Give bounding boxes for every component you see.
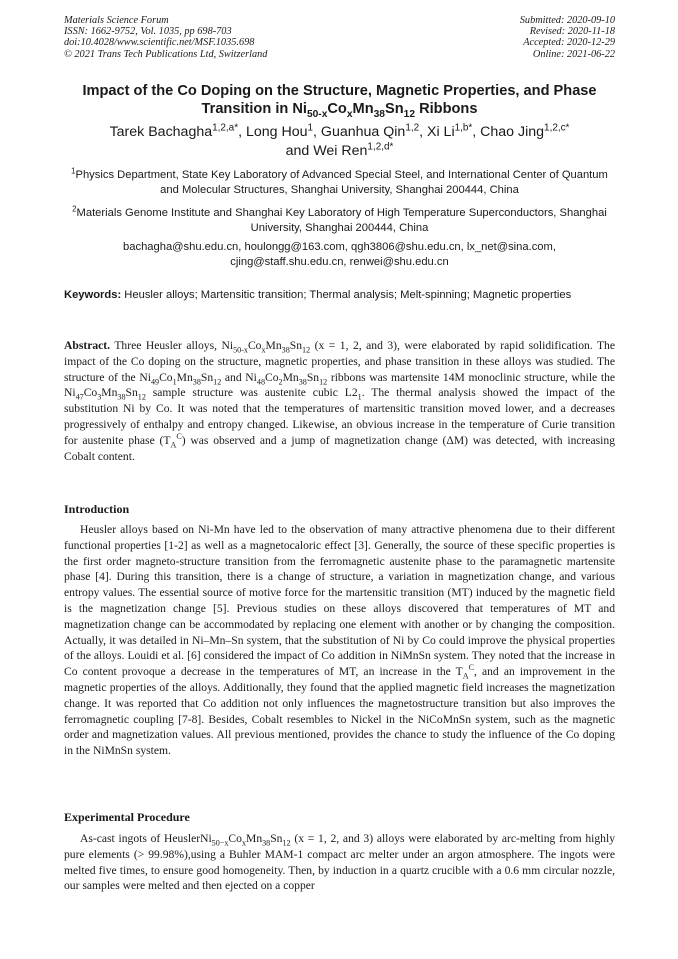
journal-issn: ISSN: 1662-9752, Vol. 1035, pp 698-703 xyxy=(64,26,232,38)
author-name: Chao Jing xyxy=(480,124,545,140)
keywords: Keywords: Heusler alloys; Martensitic transition; Thermal analysis; Melt-spinning; Magnetic properties xyxy=(64,289,572,301)
author-name: Wei Ren xyxy=(313,143,368,159)
date-submitted: Submitted: 2020-09-10 xyxy=(519,15,615,26)
date-revised: Revised: 2020-11-18 xyxy=(529,26,615,38)
submission-dates xyxy=(520,15,615,60)
author-name: Long Hou xyxy=(245,124,308,140)
author-list: Tarek Bachagha$^{1,2,a*}$, Long Hou$^1$, Guanhua Qin$^{1,2}$, Xi $Li^{1,b*}$, Chao Jing$^{1,2,c*}$ and Wei Ren$^{1,2,d*}$ xyxy=(109,122,570,159)
paper-title: Impact of the Co Doping on the Structure, Magnetic Properties, and Phase Transition in $Ni_{50-x}Co_xMn_{38}Sn_{12}$ Ribbons xyxy=(82,83,597,120)
author-name: Xi Li xyxy=(427,124,455,140)
author-name: Tarek Bachagha xyxy=(109,124,213,140)
affiliation-2: $^2$Materials Genome Institute and Shanghai Key Laboratory of High Temperature Superconductors, Shanghai University, Shanghai 200444, China xyxy=(72,204,607,234)
journal-info xyxy=(64,15,267,60)
author-name: Guanhua Qin xyxy=(320,124,406,140)
abstract: Abstract. Three Heusler alloys, $Ni_{50-x}Co_xMn_{38}Sn_{12}$ (x = 1, 2, and 3), were elaborated by rapid solidification. The impact of the Co doping on the structure, magnetic properties, and phase transition in these alloys was studied. The structure of the $Ni_{49}Co_1Mn_{38}Sn_{12}$ and $Ni_{48}Co_2Mn_{38}Sn_{12}$ ribbons was martensite 14M monoclinic structure, while the $Ni_{47}Co_3Mn_{38}Sn_{12}$ sample structure was austenite cubic $L2_1$. The thermal analysis showed the impact of the substitution Ni by Co. It was noted that the temperatures of martensitic transition moved lower, and a decreases progressively of enthalpy and entropy changed. Likewise, an obvious increase in the temperature of Curie transition for austenite phase $(T_A^C)$ was observed and a jump of magnetization change (ΔM) was detected, with increasing Cobalt content. xyxy=(64,339,616,463)
journal-copyright: © 2021 Trans Tech Publications Ltd, Switzerland xyxy=(64,48,268,60)
introduction-heading: Introduction xyxy=(64,502,130,516)
affiliation-1: $^1$Physics Department, State Key Laboratory of Advanced Special Steel, and International Center of Quantum and Molecular Structures, Shanghai University, Shanghai 200444, China xyxy=(71,166,608,196)
introduction-paragraph: Heusler alloys based on Ni-Mn have led to the observation of many attractive phenomena due to their different functional properties [1-2] as well as a magnetocaloric effect [3]. Generally, the source of these specific properties is the first order magneto-structure transition from the ferromagnetic austenite phase to the paramagnetic martensite phase [4]. During this transition, there is a change of structure, a variation in magnetization change, and various entropy values. The essential source of motive force for the martensitic transition (MT) induced by the magnetic field is the magnetization change [5]. Previous studies on these alloys discovered that temperatures of MT and magnetization change can be accommodated by replacing one element with another or by changing the composition. Actually, it was detailed in Ni–Mn–Sn system, that the substitution of Ni by Co could improve the physical properties of the alloys. Louidi et al. [6] considered the impact of Co addition in NiMnSn system. They noted that the increase in Co content provoque a decrease in the temperatures of MT, an increase in the $T_A^C$, and an improvement in the magnetic properties of the alloys. Additionally, they found that the applied magnetic field increases the magnetization change. It was reported that Co addition not only influences the magnetostructure transition but also improves the ferromagnetic coupling [7-8]. Besides, Cobalt resembles to Nickel in the NiCoMnSn system, such as the magnetic order and magnetization values. All previous mentioned, provides the chance to study the influence of the Co doping in the NiMnSn system. xyxy=(64,523,615,758)
date-accepted: Accepted: 2020-12-29 xyxy=(523,37,615,49)
date-online: Online: 2021-06-22 xyxy=(532,48,615,60)
experimental-heading: Experimental Procedure xyxy=(64,810,190,824)
author-emails: bachagha@shu.edu.cn, houlongg@163.com, qgh3806@shu.edu.cn, lx_net@sina.com, cjing@staff.shu.edu.cn, renwei@shu.edu.cn xyxy=(123,241,556,268)
keywords-label: Keywords: xyxy=(64,289,122,301)
abstract-label: Abstract. xyxy=(64,339,111,352)
experimental-paragraph: As-cast ingots of $HeuslerNi_{50-x}Co_xMn_{38}Sn_{12}$ (x = 1, 2, and 3) alloys were elaborated by arc-melting from highly pure elements (> 99.98%),using a Buhler MAM-1 compact arc melter under an argon atmosphere. The ingots were melted five times, to ensure good homogeneity. Then, by induction in a quartz crucible with a 0.6 mm circular nozzle, our samples were melted and then ejected on a copper xyxy=(64,832,615,893)
journal-doi: doi:10.4028/www.scientific.net/MSF.1035.698 xyxy=(64,37,255,49)
journal-name: Materials Science Forum xyxy=(64,15,169,26)
